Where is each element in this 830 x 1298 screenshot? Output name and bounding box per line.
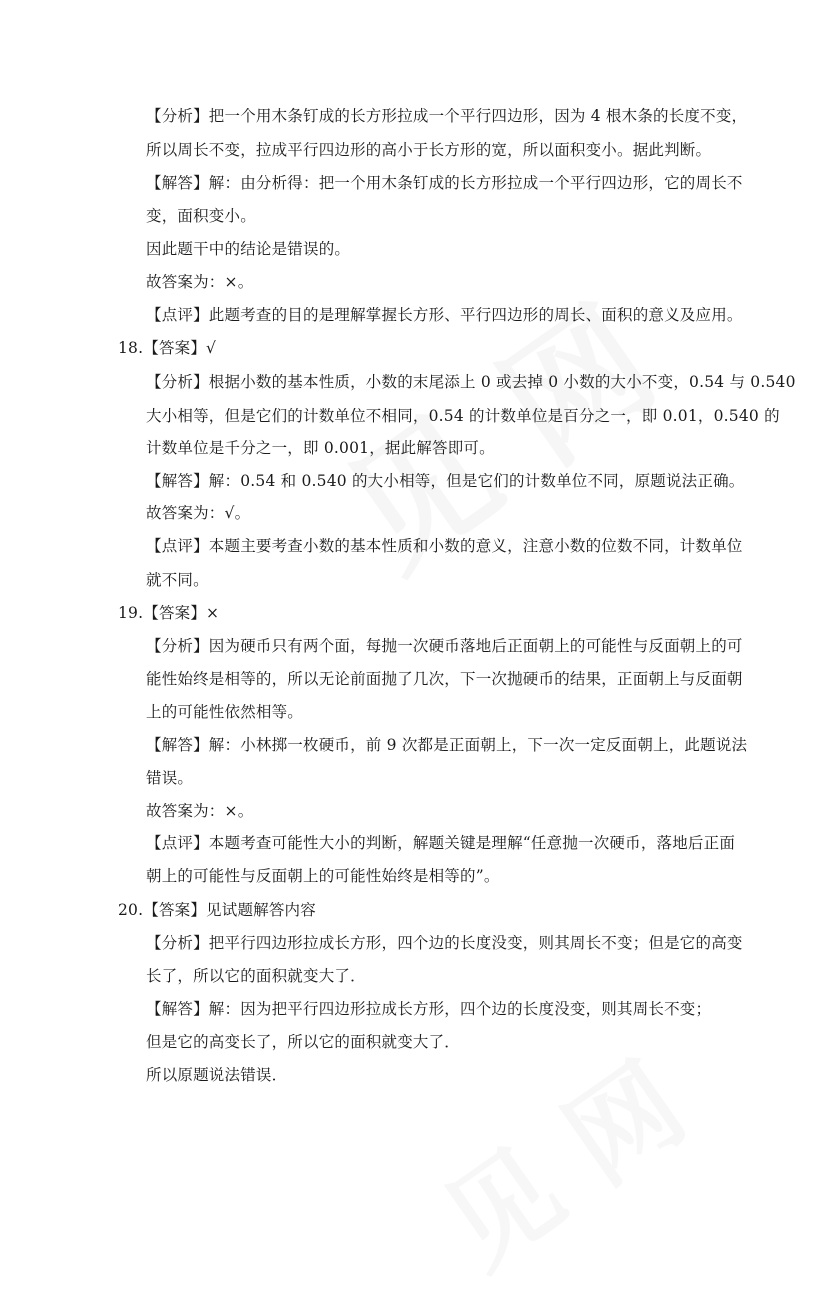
text-line: 故答案为：×。 [146, 802, 254, 820]
text-line: 错误。 [146, 769, 194, 787]
text-line: 长了，所以它的面积就变大了． [146, 967, 366, 985]
text-line: 20.【答案】见试题解答内容 [118, 901, 316, 919]
text-line: 所以周长不变，拉成平行四边形的高小于长方形的宽，所以面积变小。据此判断。 [146, 141, 712, 159]
text-line: 【分析】把平行四边形拉成长方形，四个边的长度没变，则其周长不变；但是它的高变 [146, 934, 743, 952]
text-line: 朝上的可能性与反面朝上的可能性始终是相等的”。 [146, 867, 500, 885]
text-line: 故答案为：×。 [146, 273, 254, 291]
text-line: 但是它的高变长了，所以它的面积就变大了． [146, 1033, 461, 1051]
text-line: 计数单位是千分之一，即 0.001，据此解答即可。 [146, 439, 495, 457]
text-line: 故答案为：√。 [146, 504, 251, 522]
text-line: 【分析】因为硬币只有两个面，每抛一次硬币落地后正面朝上的可能性与反面朝上的可 [146, 637, 743, 655]
text-line: 能性始终是相等的，所以无论前面抛了几次，下一次抛硬币的结果，正面朝上与反面朝 [146, 670, 743, 688]
text-line: 【解答】解：由分析得：把一个用木条钉成的长方形拉成一个平行四边形，它的周长不 [146, 174, 743, 192]
text-line: 【解答】解：小林掷一枚硬币，前 9 次都是正面朝上，下一次一定反面朝上，此题说法 [146, 736, 748, 754]
text-line: 就不同。 [146, 571, 209, 589]
text-line: 【解答】解：0.54 和 0.540 的大小相等，但是它们的计数单位不同，原题说法正确。 [146, 472, 745, 490]
text-line: 上的可能性依然相等。 [146, 703, 304, 721]
text-line: 19.【答案】× [118, 604, 220, 622]
text-line: 【点评】此题考查的目的是理解掌握长方形、平行四边形的周长、面积的意义及应用。 [146, 306, 743, 324]
text-line: 变，面积变小。 [146, 207, 256, 225]
text-line: 【解答】解：因为把平行四边形拉成长方形，四个边的长度没变，则其周长不变； [146, 1000, 712, 1018]
watermark [408, 1020, 710, 1298]
text-line: 所以原题说法错误． [146, 1066, 288, 1084]
text-line: 【分析】根据小数的基本性质，小数的末尾添上 0 或去掉 0 小数的大小不变，0.54 与 0.540 [146, 373, 796, 391]
text-line: 【分析】把一个用木条钉成的长方形拉成一个平行四边形，因为 4 根木条的长度不变， [146, 107, 748, 125]
text-line: 【点评】本题考查可能性大小的判断，解题关键是理解“任意抛一次硬币，落地后正面 [146, 834, 736, 852]
text-line: 大小相等，但是它们的计数单位不相同，0.54 的计数单位是百分之一，即 0.01，0.540 的 [146, 407, 780, 425]
text-line: 因此题干中的结论是错误的。 [146, 240, 351, 258]
text-line: 【点评】本题主要考查小数的基本性质和小数的意义，注意小数的位数不同，计数单位 [146, 537, 743, 555]
text-line: 18.【答案】√ [118, 339, 217, 357]
